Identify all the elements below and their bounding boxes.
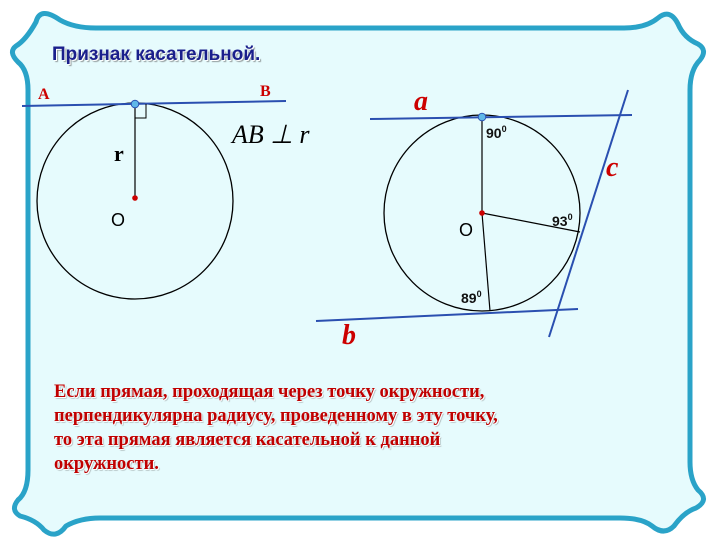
tangent-criterion-text — [54, 380, 654, 476]
degree-mark: 0 — [567, 212, 573, 222]
angle-value: 90 — [486, 125, 502, 141]
rule-line-1: Если прямая, проходящая через точку окружности, — [54, 382, 485, 402]
angle-value: 89 — [461, 290, 477, 306]
label-center-o: O — [459, 220, 474, 240]
label-center-o: O — [111, 210, 126, 230]
label-point-a: A — [38, 86, 50, 103]
formula-ab-perp-r: AB ⊥ r — [232, 120, 310, 149]
label-line-b: b — [342, 320, 356, 351]
tangent-point — [131, 100, 139, 108]
center-point — [479, 210, 485, 216]
label-radius-r: r — [114, 141, 124, 166]
degree-mark: 0 — [476, 289, 482, 299]
label-line-c: c — [606, 152, 619, 183]
angle-value: 93 — [552, 213, 568, 229]
rule-line-4: окружности. — [54, 454, 159, 474]
point-on-a — [478, 113, 486, 121]
rule-line-3: то эта прямая является касательной к данной — [54, 430, 441, 450]
rule-line-2: перпендикулярна радиусу, проведенному в эту точку, — [54, 406, 498, 426]
degree-mark: 0 — [501, 124, 507, 134]
label-line-a: a — [414, 86, 428, 117]
label-point-b: B — [260, 83, 271, 100]
slide-title: Признак касательной. — [52, 44, 261, 65]
center-point — [132, 195, 138, 201]
